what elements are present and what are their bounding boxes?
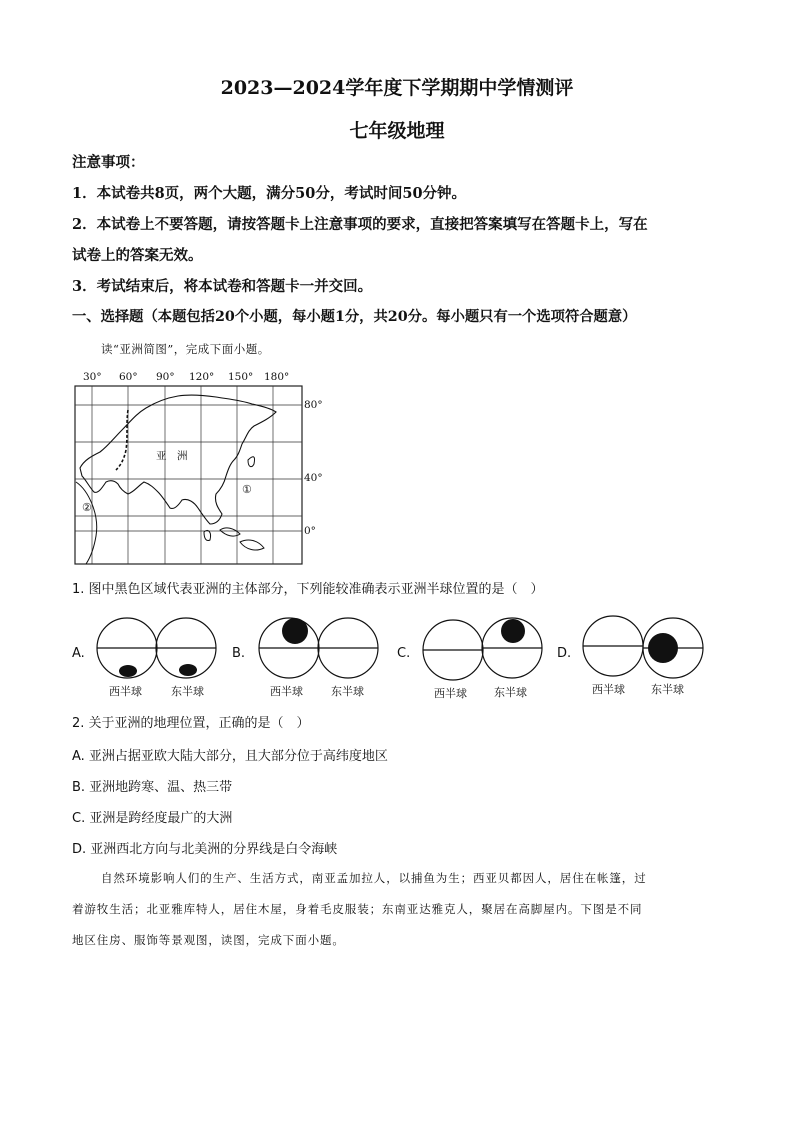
notice-item-1: 1．本试卷共8页，两个大题，满分50分，考试时间50分钟。 — [72, 185, 467, 202]
map-frame — [75, 386, 302, 564]
option-d-letter: D. — [557, 646, 572, 661]
west-hemisphere-label: 西半球 — [592, 683, 625, 696]
option-b-letter: B. — [232, 646, 246, 661]
longitude-label: 150° — [228, 371, 254, 383]
east-hemisphere-label: 东半球 — [171, 685, 204, 698]
latitude-label: 80° — [304, 399, 323, 411]
option-c-letter: C. — [397, 646, 411, 661]
continent-label: 亚 洲 — [156, 450, 188, 462]
notice-item-2-line2: 试卷上的答案无效。 — [72, 247, 203, 264]
longitude-label: 30° — [83, 371, 102, 383]
page-subtitle: 七年级地理 — [349, 120, 445, 142]
latitude-label: 40° — [304, 472, 323, 484]
question-2-option-a: A. 亚洲占据亚欧大陆大部分，且大部分位于高纬度地区 — [72, 749, 388, 764]
asia-blob — [119, 665, 137, 677]
asia-blob — [501, 619, 525, 643]
longitude-label: 90° — [156, 371, 175, 383]
east-hemisphere-label: 东半球 — [331, 685, 364, 698]
latitude-label: 0° — [304, 525, 316, 537]
question-2-stem: 2. 关于亚洲的地理位置，正确的是（ ） — [72, 716, 310, 731]
marker-1: ① — [242, 483, 252, 496]
option-c-hemispheres — [421, 614, 545, 684]
question-2-option-b: B. 亚洲地跨寒、温、热三带 — [72, 780, 233, 795]
notice-item-2-line1: 2．本试卷上不要答题，请按答题卡上注意事项的要求，直接把答案填写在答题卡上，写在 — [72, 216, 648, 233]
section-heading: 一、选择题（本题包括20个小题，每小题1分，共20分。每小题只有一个选项符合题意） — [72, 309, 637, 325]
question-2-option-d: D. 亚洲西北方向与北美洲的分界线是白令海峡 — [72, 842, 338, 857]
notice-heading: 注意事项： — [72, 154, 145, 171]
map-graticule — [75, 386, 302, 564]
passage-line-2: 着游牧生活；北亚雅库特人，居住木屋，身着毛皮服装；东南亚达雅克人，聚居在高脚屋内。下图是不同 — [72, 902, 643, 916]
option-a-hemispheres — [95, 614, 219, 682]
option-a-letter: A. — [72, 646, 85, 661]
map-intro: 读“亚洲简图”，完成下面小题。 — [101, 342, 270, 356]
option-d-hemispheres — [581, 612, 705, 682]
asia-map — [70, 364, 332, 570]
asia-blob — [282, 618, 308, 644]
longitude-label: 180° — [264, 371, 290, 383]
page-title: 2023—2024学年度下学期期中学情测评 — [220, 77, 574, 99]
asia-blob — [179, 664, 197, 676]
longitude-label: 60° — [119, 371, 138, 383]
asia-blob — [648, 633, 678, 663]
west-hemisphere-label: 西半球 — [434, 687, 467, 700]
east-hemisphere-label: 东半球 — [651, 683, 684, 696]
option-b-hemispheres — [257, 614, 381, 682]
notice-item-3: 3．考试结束后，将本试卷和答题卡一并交回。 — [72, 278, 373, 295]
west-hemisphere-label: 西半球 — [270, 685, 303, 698]
west-hemisphere-label: 西半球 — [109, 685, 142, 698]
question-1-stem: 1. 图中黑色区域代表亚洲的主体部分，下列能较准确表示亚洲半球位置的是（ ） — [72, 582, 544, 597]
passage-line-1: 自然环境影响人们的生产、生活方式，南亚孟加拉人，以捕鱼为生；西亚贝都因人，居住在帐篷，过 — [101, 871, 647, 885]
east-hemisphere-label: 东半球 — [494, 686, 527, 699]
question-2-option-c: C. 亚洲是跨经度最广的大洲 — [72, 811, 233, 826]
passage-line-3: 地区住房、服饰等景观图，读图，完成下面小题。 — [72, 933, 345, 947]
longitude-label: 120° — [189, 371, 215, 383]
marker-2: ② — [82, 501, 92, 514]
